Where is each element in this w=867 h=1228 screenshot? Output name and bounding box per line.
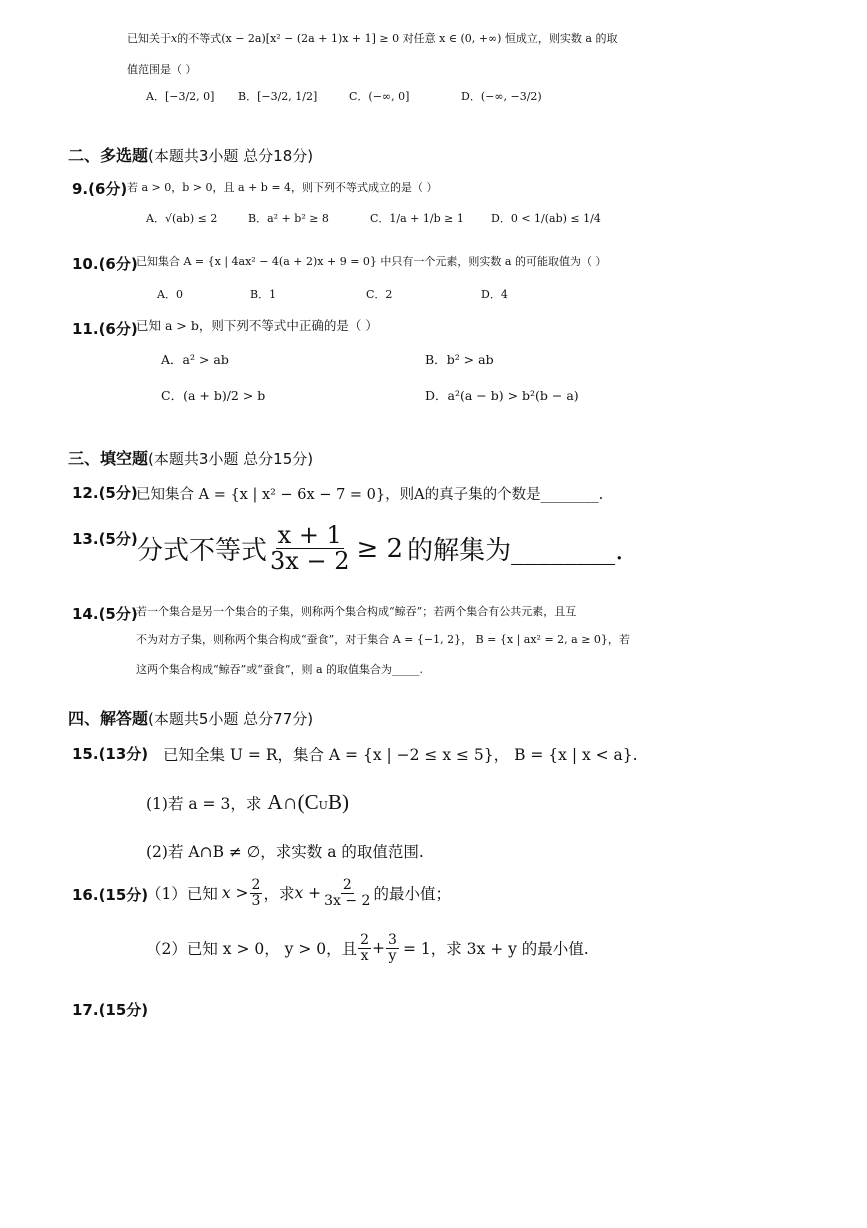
q9-option-a[interactable]: A．√(ab) ≤ 2 bbox=[146, 212, 218, 225]
q14-line1: 若一个集合是另一个集合的子集，则称两个集合构成“鲸吞”；若两个集合有公共元素，且互 bbox=[136, 605, 577, 618]
section-4-heading: 四、解答题(本题共5小题 总分77分) bbox=[68, 709, 314, 728]
q10-option-a[interactable]: A．0 bbox=[157, 288, 183, 301]
q8-option-b[interactable]: B．[−3/2, 1/2] bbox=[238, 90, 318, 103]
q11-option-b[interactable]: B．b² > ab bbox=[425, 352, 494, 367]
section-2-heading: 二、多选题(本题共3小题 总分18分) bbox=[68, 146, 314, 165]
section-3-heading: 三、填空题(本题共3小题 总分15分) bbox=[68, 449, 314, 468]
q10-option-c[interactable]: C．2 bbox=[366, 288, 393, 301]
q16-part1: （1）已知 x > $\frac{2}{3}$ ，求 x + $\frac{2}{3x - 2}$ 的最小值； bbox=[146, 877, 451, 909]
q10-number: 10.(6分) bbox=[72, 255, 138, 273]
q16-number: 16.(15分) bbox=[72, 886, 149, 904]
q11-option-c[interactable]: C．(a + b)/2 > b bbox=[161, 388, 266, 403]
q9-stem: 若 a > 0，b > 0，且 a + b = 4，则下列不等式成立的是（ ） bbox=[127, 181, 438, 194]
q8-option-d[interactable]: D．(−∞, −3/2) bbox=[461, 90, 542, 103]
q11-option-d[interactable]: D．a²(a − b) > b²(b − a) bbox=[425, 388, 579, 403]
q11-stem: 已知 a > b，则下列不等式中正确的是（ ） bbox=[136, 318, 378, 333]
q13-fraction: $\frac{x + 1}{3x - 2}$ bbox=[270, 521, 350, 576]
q10-option-b[interactable]: B．1 bbox=[250, 288, 277, 301]
q9-option-d[interactable]: D．0 < 1/(ab) ≤ 1/4 bbox=[491, 212, 601, 225]
q8-option-c[interactable]: C．(−∞, 0] bbox=[349, 90, 410, 103]
q10-stem: 已知集合 A = {x | 4ax² − 4(a + 2)x + 9 = 0} 中只有一个元素，则实数 a 的可能取值为（ ） bbox=[136, 255, 607, 268]
q11-number: 11.(6分) bbox=[72, 320, 138, 338]
q12-number: 12.(5分) bbox=[72, 484, 138, 502]
q14-line2: 不为对方子集，则称两个集合构成“蚕食”，对于集合 A = {−1, 2}， B = {x | ax² = 2, a ≥ 0}，若 bbox=[136, 633, 630, 646]
q15-part2: (2)若 A∩B ≠ ∅，求实数 a 的取值范围. bbox=[146, 843, 424, 861]
q9-option-c[interactable]: C．1/a + 1/b ≥ 1 bbox=[370, 212, 464, 225]
q17-number: 17.(15分) bbox=[72, 1001, 149, 1019]
q11-option-a[interactable]: A．a² > ab bbox=[161, 352, 229, 367]
q14-line3: 这两个集合构成“鲸吞”或“蚕食”，则 a 的取值集合为_____. bbox=[136, 663, 424, 676]
q15-part1: (1)若 a = 3，求 A∩(C U B) bbox=[146, 790, 349, 814]
q9-number: 9.(6分) bbox=[72, 180, 128, 198]
q8-stem-line2: 值范围是（ ） bbox=[127, 63, 197, 76]
q8-option-a[interactable]: A．[−3/2, 0] bbox=[146, 90, 215, 103]
q16-part2: （2）已知 x > 0， y > 0，且 $\frac{2}{x}$ + $\frac{3}{y}$ = 1，求 3x + y 的最小值. bbox=[146, 932, 589, 964]
q15-stem: 已知全集 U = R，集合 A = {x | −2 ≤ x ≤ 5}， B = {x | x < a}. bbox=[163, 746, 638, 764]
q8-stem-line1: 已知关于x的不等式(x − 2a)[x² − (2a + 1)x + 1] ≥ 0 对任意 x ∈ (0, +∞) 恒成立，则实数 a 的取 bbox=[127, 32, 618, 45]
q13-stem: 分式不等式 $\frac{x + 1}{3x - 2}$ ≥ 2 的解集为________. bbox=[137, 521, 624, 576]
q9-option-b[interactable]: B．a² + b² ≥ 8 bbox=[248, 212, 329, 225]
q14-number: 14.(5分) bbox=[72, 605, 138, 623]
q13-number: 13.(5分) bbox=[72, 530, 138, 548]
q12-stem: 已知集合 A = {x | x² − 6x − 7 = 0}，则A的真子集的个数是________. bbox=[136, 487, 604, 503]
q10-option-d[interactable]: D．4 bbox=[481, 288, 508, 301]
q15-number: 15.(13分) bbox=[72, 745, 149, 763]
